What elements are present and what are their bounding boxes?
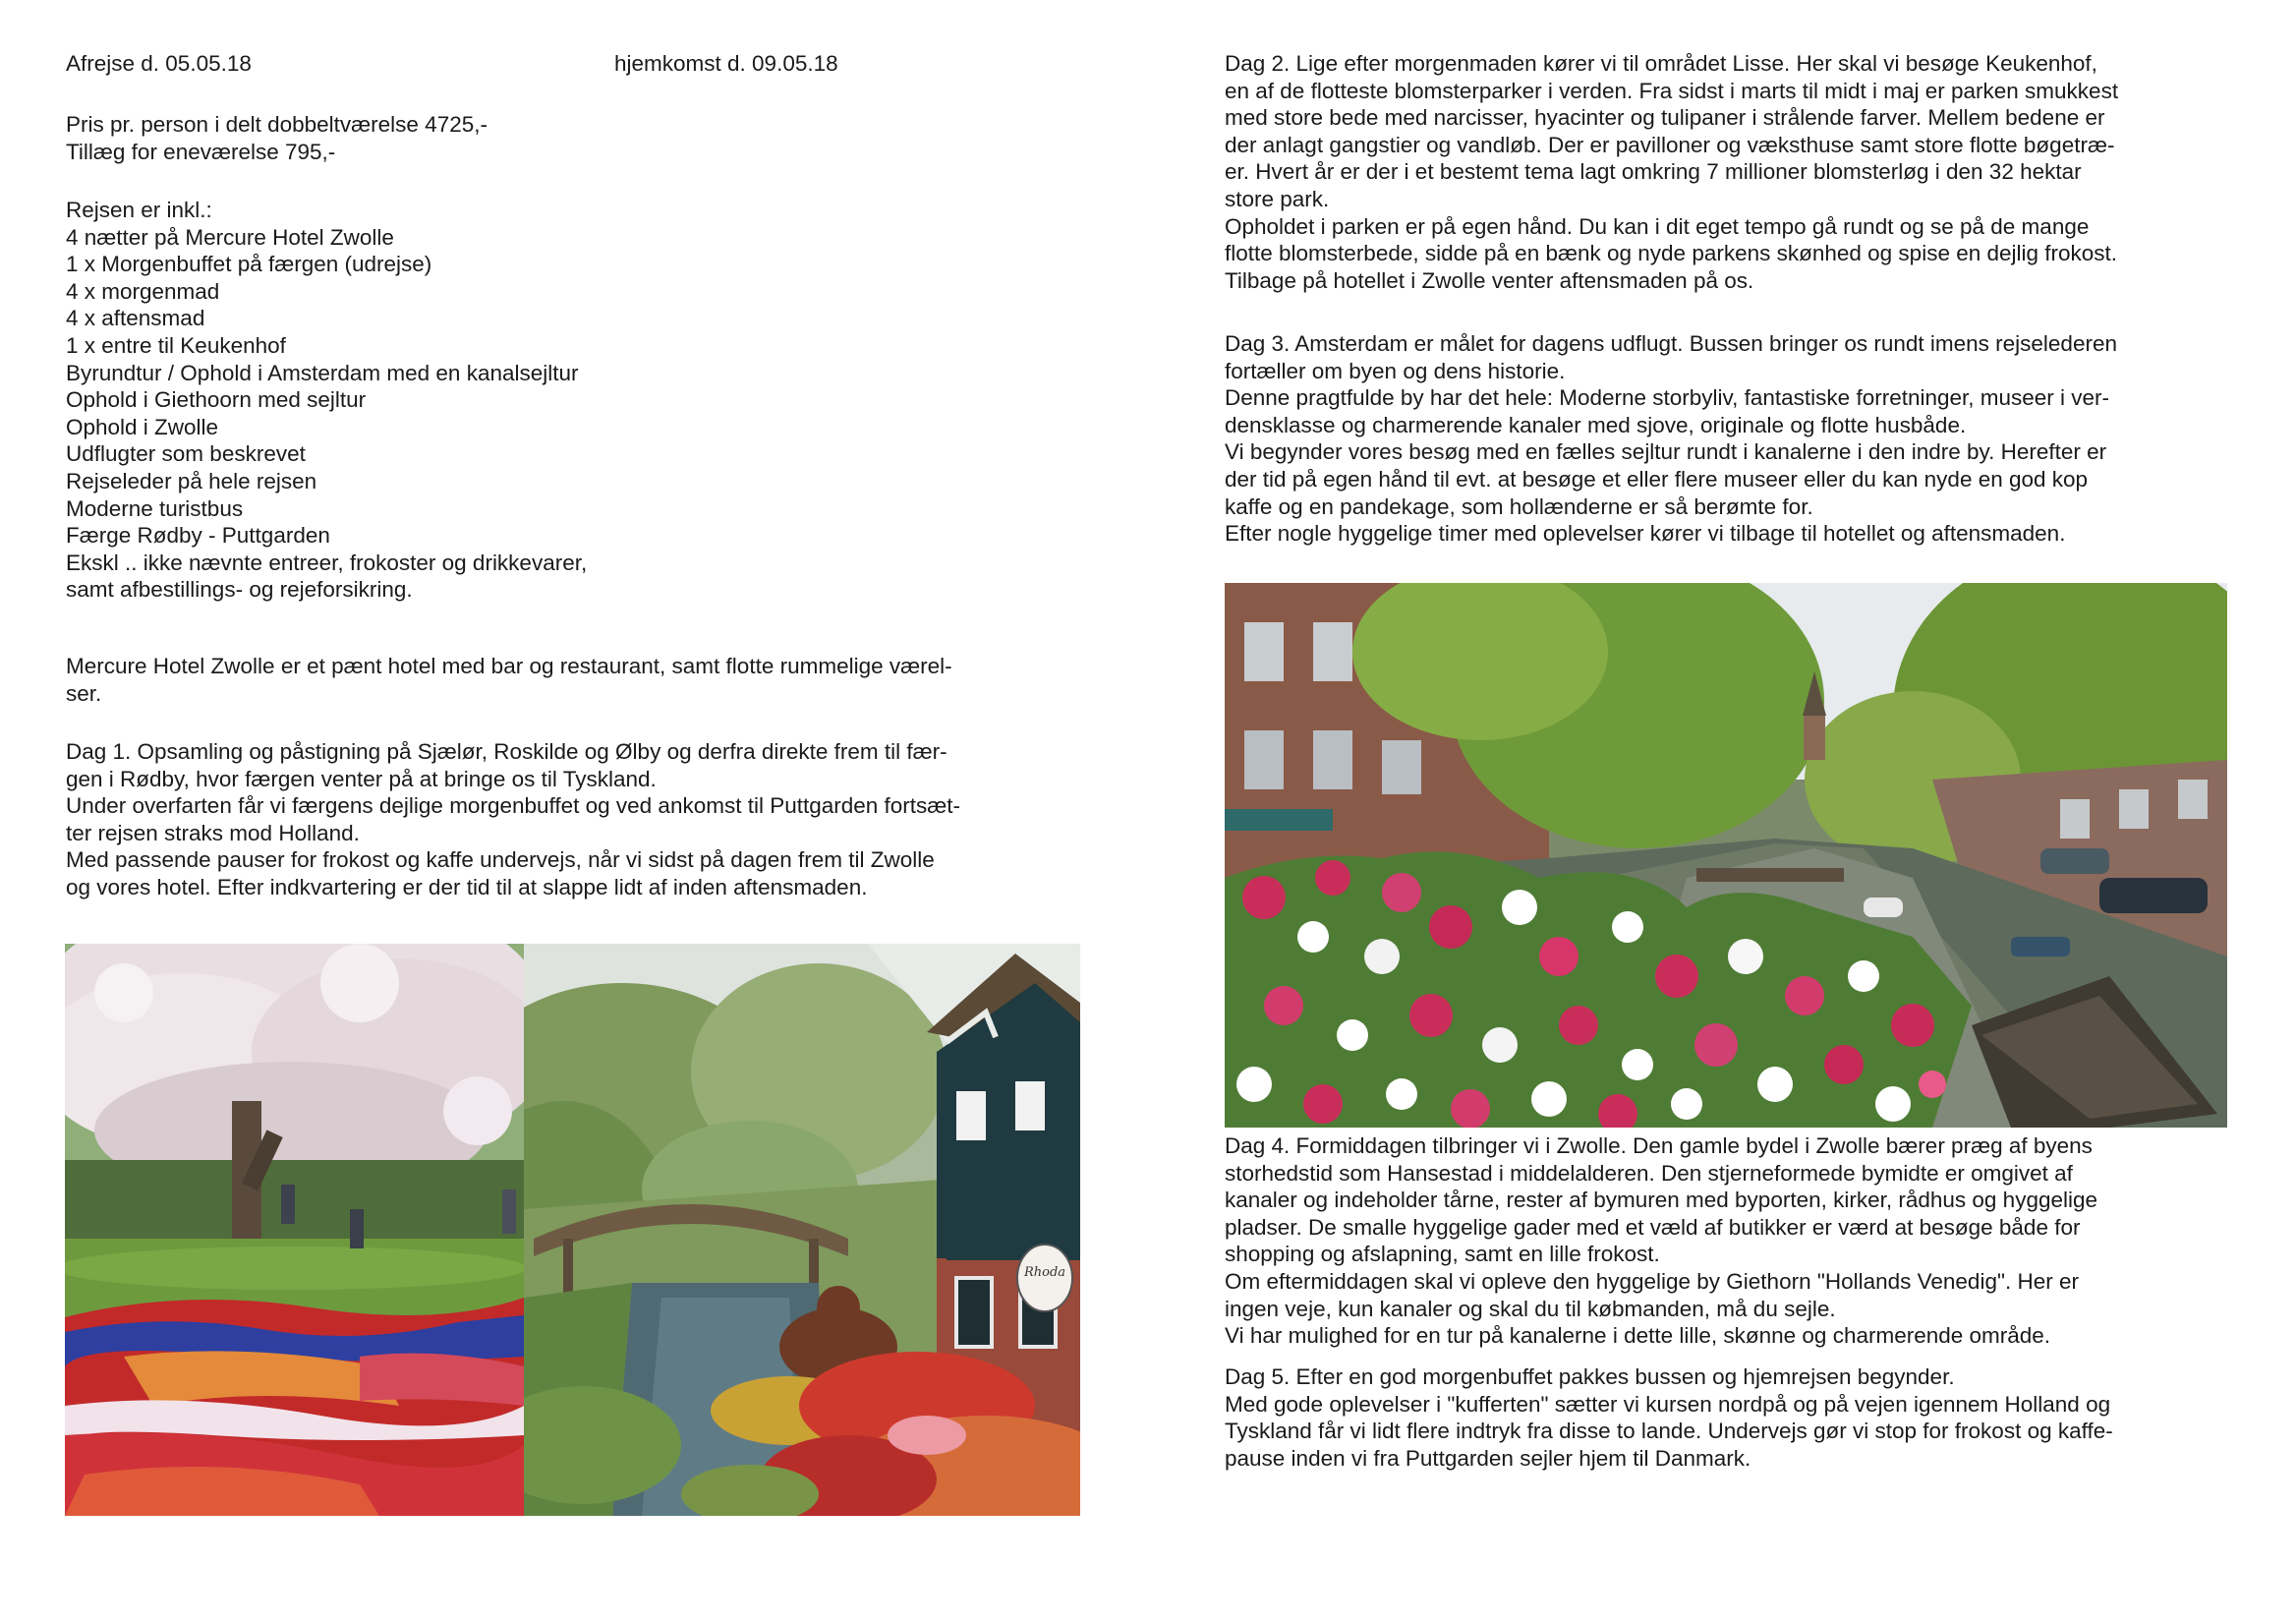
text-line: Vi har mulighed for en tur på kanalerne i dette lille, skønne og charmerende område. [1225,1323,2051,1349]
text-line: pladser. De smalle hyggelige gader med et væld af butikker er værd at besøge både for [1225,1214,2081,1240]
text-line: shopping og afslapning, samt en lille frokost. [1225,1242,1660,1267]
text-line: og vores hotel. Efter indkvartering er der tid til at slappe lidt af inden aftensmaden. [66,874,868,899]
list-item: 4 x aftensmad [66,306,205,331]
text-line: der tid på egen hånd til evt. at besøge et eller flere museer eller du kan nyde en god kop [1225,466,2089,492]
list-item: Ophold i Zwolle [66,414,219,439]
text-line: Vi begynder vores besøg med en fælles sejltur rundt i kanalerne i den indre by. Herefter er [1225,439,2107,465]
departure-date: Afrejse d. 05.05.18 [66,51,252,76]
text-line: ser. [66,680,102,706]
text-line: Tyskland får vi lidt flere indtryk fra disse to lande. Undervejs gør vi stop for frokost og kaffe- [1225,1419,2113,1444]
amsterdam-canal-photo [1225,583,2227,1128]
text-line: storhedstid som Hansestad i middelalderen. Den stjerneformede bymidte er omgivet af [1225,1160,2073,1186]
text-line: Under overfarten får vi færgens dejlige morgenbuffet og ved ankomst til Puttgarden fortsæt- [66,793,961,819]
text-line: gen i Rødby, hvor færgen venter på at bringe os til Tyskland. [66,766,657,791]
text-line: Med passende pauser for frokost og kaffe undervejs, når vi sidst på dagen frem til Zwolle [66,847,935,873]
text-line: Dag 5. Efter en god morgenbuffet pakkes bussen og hjemrejsen begynder. [1225,1364,1955,1389]
price-line: Tillæg for eneværelse 795,- [66,139,336,164]
list-item: Moderne turistbus [66,495,244,521]
list-item: Udflugter som beskrevet [66,441,306,467]
text-line: Dag 4. Formiddagen tilbringer vi i Zwolle. Den gamle bydel i Zwolle bærer præg af byens [1225,1133,2093,1158]
text-line: en af de flotteste blomsterparker i verden. Fra sidst i marts til midt i maj er parken smukkest [1225,78,2119,103]
text-line: kanaler og indeholder tårne, rester af bymuren med byporten, kirker, rådhus og hyggelige [1225,1188,2098,1213]
text-line: Dag 2. Lige efter morgenmaden kører vi til området Lisse. Her skal vi besøge Keukenhof, [1225,51,2097,76]
day1-paragraph [66,738,960,901]
text-line: store park. [1225,186,1330,211]
list-item: Ophold i Giethoorn med sejltur [66,387,367,413]
text-line: ingen veje, kun kanaler og skal du til købmanden, må du sejle. [1225,1296,1836,1321]
list-item: 1 x entre til Keukenhof [66,332,286,358]
keukenhof-tulips-photo [65,944,524,1516]
text-line: flotte blomsterbede, sidde på en bænk og nyde parkens skønhed og spise en dejlig frokost. [1225,241,2118,266]
house-sign-text: Rhoda [1023,1265,1066,1280]
text-line: Tilbage på hotellet i Zwolle venter aftensmaden på os. [1225,267,1754,293]
text-line: ter rejsen straks mod Holland. [66,820,360,845]
text-line: Efter nogle hyggelige timer med oplevelser kører vi tilbage til hotellet og aftensmaden. [1225,521,2066,547]
price-line: Pris pr. person i delt dobbeltværelse 4725,- [66,112,488,137]
list-item: samt afbestillings- og rejeforsikring. [66,577,413,603]
text-line: Dag 3. Amsterdam er målet for dagens udflugt. Bussen bringer os rundt imens rejselederen [1225,331,2117,356]
text-line: Opholdet i parken er på egen hånd. Du kan i dit eget tempo gå rundt og se på de mange [1225,213,2090,239]
includes-heading: Rejsen er inkl.: [66,198,212,222]
list-item: 4 x morgenmad [66,278,220,304]
text-line: Mercure Hotel Zwolle er et pænt hotel med bar og restaurant, samt flotte rummelige værel- [66,654,952,678]
text-line: Med gode oplevelser i "kufferten" sætter vi kursen nordpå og på vejen igennem Holland og [1225,1391,2111,1417]
list-item: Byrundtur / Ophold i Amsterdam med en kanalsejltur [66,360,579,385]
text-line: Om eftermiddagen skal vi opleve den hyggelige by Giethorn "Hollands Venedig". Her er [1225,1268,2079,1294]
day2-paragraph [1225,50,2118,294]
list-item: 4 nætter på Mercure Hotel Zwolle [66,224,394,250]
text-line: densklasse og charmerende kanaler med sjove, originale og flotte husbåde. [1225,412,1967,437]
list-item: Rejseleder på hele rejsen [66,468,317,493]
includes-section [66,197,587,604]
day3-paragraph [1225,330,2117,548]
text-line: Denne pragtfulde by har det hele: Moderne storbyliv, fantastiske forretninger, museer i ver- [1225,385,2110,411]
text-line: der anlagt gangstier og vandløb. Der er pavilloner og væksthuse samt store flotte bøgetræ- [1225,132,2115,157]
price-section [66,111,488,165]
list-item: Ekskl .. ikke nævnte entreer, frokoster og drikkevarer, [66,550,588,575]
giethoorn-canal-photo [524,944,1080,1516]
text-line: kaffe og en pandekage, som hollænderne er så berømte for. [1225,493,1813,519]
text-line: fortæller om byen og dens historie. [1225,358,1566,383]
text-line: pause inden vi fra Puttgarden sejler hjem til Danmark. [1225,1445,1751,1471]
day4-paragraph [1225,1132,2097,1350]
hotel-paragraph [66,653,952,707]
list-item: 1 x Morgenbuffet på færgen (udrejse) [66,252,432,277]
text-line: med store bede med narcisser, hyacinter og tulipaner i strålende farver. Mellem bedene er [1225,105,2105,131]
return-date: hjemkomst d. 09.05.18 [614,51,838,76]
text-line: er. Hvert år er der i et bestemt tema lagt omkring 7 millioner blomsterløg i den 32 hektar [1225,159,2082,185]
list-item: Færge Rødby - Puttgarden [66,523,330,549]
text-line: Dag 1. Opsamling og påstigning på Sjælør, Roskilde og Ølby og derfra direkte frem til fær- [66,739,947,764]
day5-paragraph [1225,1363,2113,1472]
